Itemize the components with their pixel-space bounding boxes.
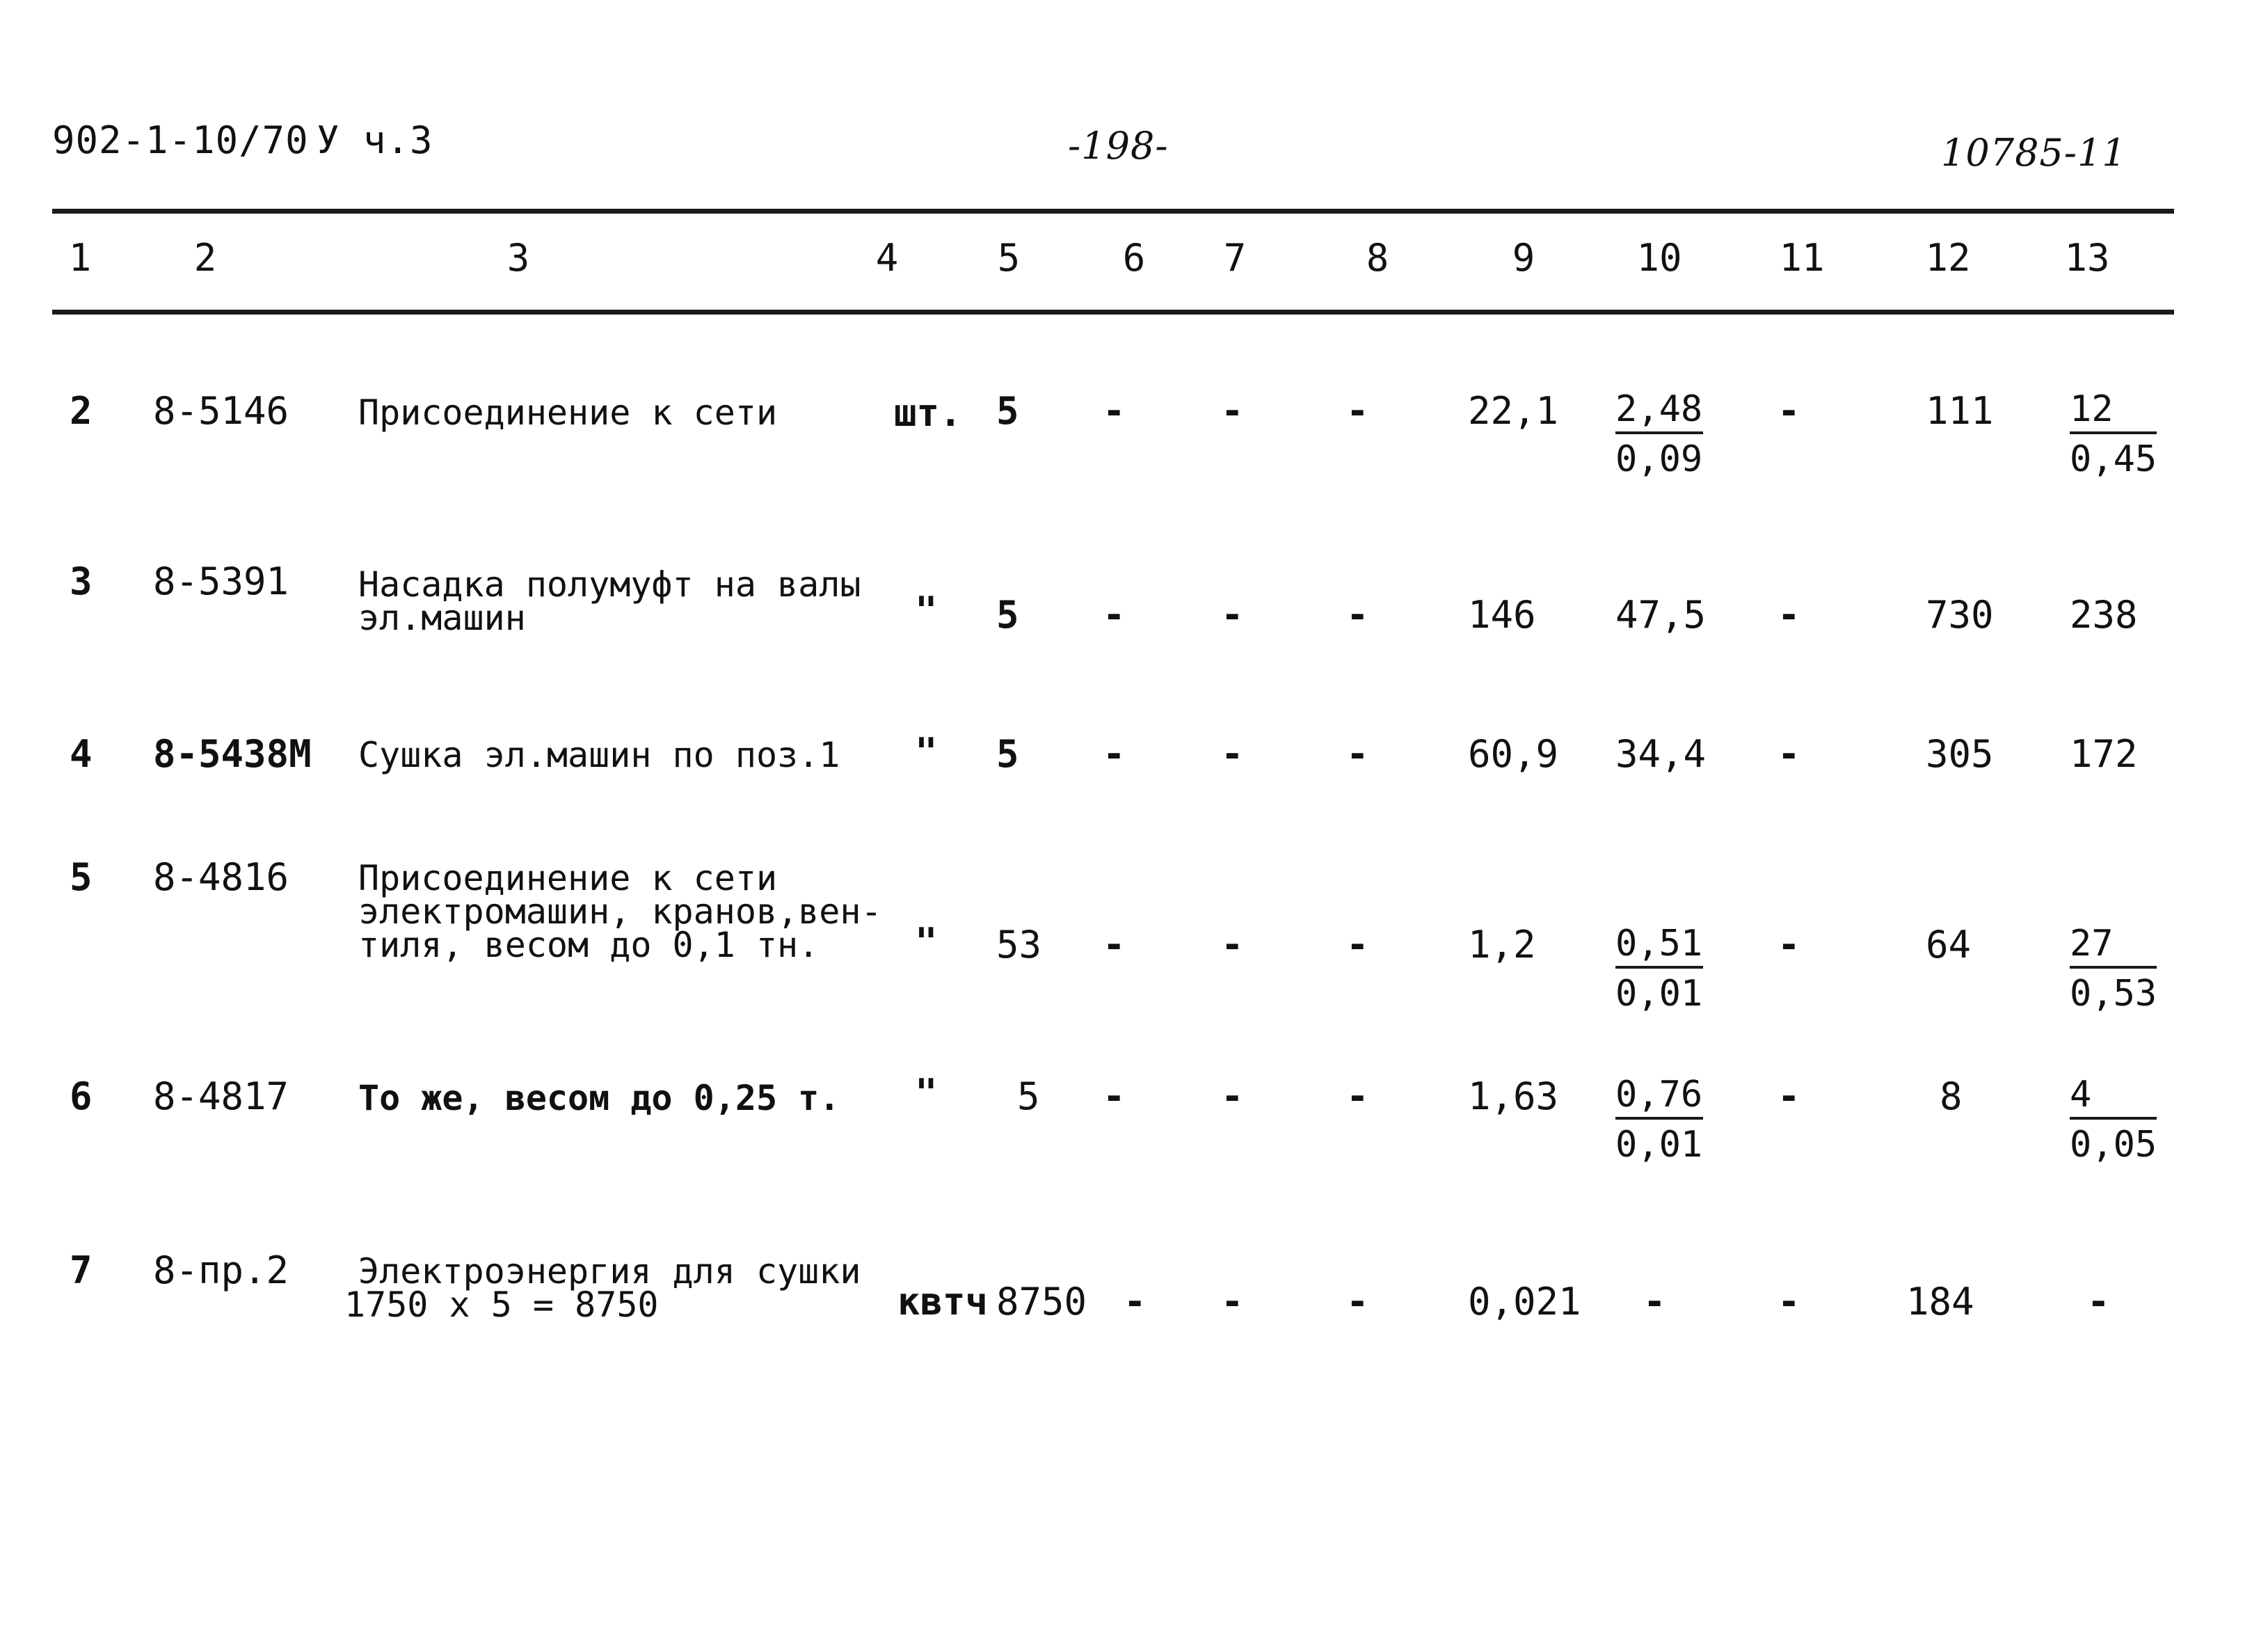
row-description-line: Присоединение к сети — [358, 858, 778, 898]
row-col10: - — [1643, 1280, 1666, 1324]
row-col12: 305 — [1926, 732, 1994, 776]
fraction-numerator: 27 — [2070, 924, 2157, 969]
fraction-numerator: 12 — [2070, 390, 2157, 434]
fraction-numerator: 4 — [2070, 1075, 2157, 1120]
row-col10-fraction — [1615, 924, 1703, 1013]
column-header-9: 9 — [1512, 236, 1535, 280]
row-col12: 8 — [1940, 1074, 1963, 1118]
fraction-denominator: 0,45 — [2070, 438, 2157, 480]
row-col9: 146 — [1468, 593, 1536, 637]
column-header-3: 3 — [506, 236, 530, 280]
document-section: У ч.3 — [317, 118, 433, 162]
row-col13: 172 — [2070, 732, 2138, 776]
row-number: 7 — [70, 1248, 93, 1292]
row-col12: 111 — [1926, 389, 1994, 433]
row-col9: 1,63 — [1468, 1074, 1559, 1118]
fraction-denominator: 0,01 — [1615, 1124, 1703, 1166]
row-description: То же, весом до 0,25 т. — [358, 1078, 840, 1118]
column-header-13: 13 — [2064, 236, 2110, 280]
row-col8: - — [1346, 923, 1369, 967]
row-col8: - — [1346, 1074, 1369, 1118]
row-col6: - — [1103, 593, 1126, 637]
row-col9: 60,9 — [1468, 732, 1559, 776]
row-col13-fraction — [2070, 924, 2157, 1013]
fraction-denominator: 0,05 — [2070, 1124, 2157, 1166]
page-number: -198- — [1068, 124, 1169, 168]
row-col13-fraction — [2070, 390, 2157, 479]
row-col6: - — [1124, 1280, 1147, 1324]
row-description-line: электромашин, кранов,вен- — [358, 891, 882, 932]
row-col7: - — [1221, 923, 1244, 967]
row-quantity: 53 — [996, 923, 1042, 967]
row-description-line: Насадка полумуфт на валы — [358, 564, 861, 605]
row-col7: - — [1221, 1074, 1244, 1118]
row-code: 8-4816 — [153, 855, 289, 899]
row-col7: - — [1221, 593, 1244, 637]
row-number: 5 — [70, 855, 93, 899]
row-unit: " — [915, 589, 938, 633]
document-code: 902-1-10/70 — [52, 118, 309, 162]
row-unit: " — [915, 730, 938, 774]
column-header-12: 12 — [1925, 236, 1971, 280]
fraction-denominator: 0,53 — [2070, 973, 2157, 1015]
row-code: 8-5391 — [153, 559, 289, 603]
row-unit: шт. — [894, 391, 962, 435]
row-col8: - — [1346, 1280, 1369, 1324]
row-col9: 0,021 — [1468, 1280, 1581, 1324]
row-col11: - — [1778, 1280, 1800, 1324]
row-code: 8-пр.2 — [153, 1248, 289, 1292]
fraction-denominator: 0,01 — [1615, 973, 1703, 1015]
column-header-8: 8 — [1366, 236, 1389, 280]
row-col11: - — [1778, 1074, 1800, 1118]
row-quantity: 5 — [996, 732, 1019, 776]
column-header-6: 6 — [1122, 236, 1146, 280]
row-col8: - — [1346, 732, 1369, 776]
column-header-4: 4 — [875, 236, 899, 280]
column-header-10: 10 — [1636, 236, 1682, 280]
row-col11: - — [1778, 923, 1800, 967]
row-code: 8-4817 — [153, 1074, 289, 1118]
row-col12: 730 — [1926, 593, 1994, 637]
row-description: Сушка эл.машин по поз.1 — [358, 735, 840, 775]
row-description-line: 1750 х 5 = 8750 — [344, 1285, 659, 1325]
sheet-number: 10785-11 — [1941, 131, 2127, 175]
row-description-line: Электроэнергия для сушки — [358, 1251, 861, 1292]
row-quantity: 5 — [996, 593, 1019, 637]
header-bottom-rule — [52, 310, 2174, 315]
row-description-line: тиля, весом до 0,1 тн. — [358, 925, 820, 965]
row-col10-fraction — [1615, 1075, 1703, 1164]
row-col12: 184 — [1906, 1280, 1974, 1324]
row-quantity: 5 — [1017, 1074, 1040, 1118]
row-col10-fraction — [1615, 390, 1703, 479]
row-col6: - — [1103, 389, 1126, 433]
row-col7: - — [1221, 389, 1244, 433]
column-header-2: 2 — [193, 236, 217, 280]
column-header-1: 1 — [68, 236, 92, 280]
row-col6: - — [1103, 732, 1126, 776]
row-number: 2 — [70, 389, 93, 433]
row-col7: - — [1221, 1280, 1244, 1324]
row-code: 8-5146 — [153, 389, 289, 433]
row-quantity: 8750 — [996, 1280, 1087, 1324]
row-col6: - — [1103, 923, 1126, 967]
row-col13: - — [2087, 1280, 2110, 1324]
column-header-7: 7 — [1223, 236, 1247, 280]
row-unit: " — [915, 1071, 938, 1115]
column-header-5: 5 — [997, 236, 1021, 280]
row-col10: 34,4 — [1615, 732, 1707, 776]
header-top-rule — [52, 209, 2174, 214]
row-number: 3 — [70, 559, 93, 603]
row-col8: - — [1346, 389, 1369, 433]
row-col9: 22,1 — [1468, 389, 1559, 433]
fraction-denominator: 0,09 — [1615, 438, 1703, 480]
row-col11: - — [1778, 732, 1800, 776]
row-number: 6 — [70, 1074, 93, 1118]
column-header-11: 11 — [1779, 236, 1825, 280]
row-col12: 64 — [1926, 923, 1972, 967]
row-description-line: эл.машин — [358, 598, 526, 638]
row-unit: квтч — [897, 1280, 989, 1324]
row-code: 8-5438М — [153, 732, 312, 776]
fraction-numerator: 0,76 — [1615, 1075, 1703, 1120]
row-number: 4 — [70, 732, 93, 776]
row-col11: - — [1778, 593, 1800, 637]
row-col7: - — [1221, 732, 1244, 776]
row-col11: - — [1778, 389, 1800, 433]
row-quantity: 5 — [996, 389, 1019, 433]
row-col8: - — [1346, 593, 1369, 637]
row-col10: 47,5 — [1615, 593, 1707, 637]
row-col13: 238 — [2070, 593, 2138, 637]
row-col9: 1,2 — [1468, 923, 1536, 967]
row-col13-fraction — [2070, 1075, 2157, 1164]
fraction-numerator: 0,51 — [1615, 924, 1703, 969]
row-description: Присоединение к сети — [358, 392, 778, 433]
row-unit: " — [915, 920, 938, 964]
row-col6: - — [1103, 1074, 1126, 1118]
fraction-numerator: 2,48 — [1615, 390, 1703, 434]
